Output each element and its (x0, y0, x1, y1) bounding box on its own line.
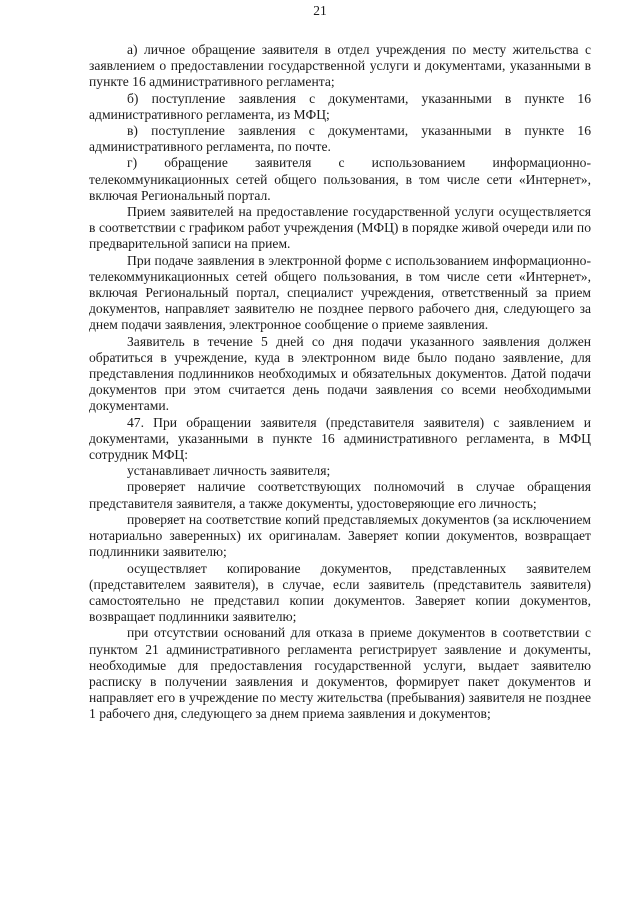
document-body (89, 42, 591, 723)
paragraph-registration: при отсутствии оснований для отказа в приеме документов в соответствии с пунктом 21 административного регламента регистрирует заявление и документы, необходимые для предоставления государственной услуги, выдает заявителю расписку в получении заявления и документов, формирует пакет документов и направляет его в учреждение по месту жительства (пребывания) заявителя не позднее 1 рабочего дня, следующего за днем приема заявления и документов; (89, 625, 591, 722)
paragraph-reception-schedule: Прием заявителей на предоставление государственной услуги осуществляется в соответствии с графиком работ учреждения (МФЦ) в порядке живой очереди или по предварительной записи на прием. (89, 204, 591, 252)
paragraph-item-v: в) поступление заявления с документами, указанными в пункте 16 административного регламента, по почте. (89, 123, 591, 155)
paragraph-identity-check: устанавливает личность заявителя; (127, 463, 331, 479)
paragraph-copies-check: проверяет на соответствие копий представляемых документов (за исключением нотариально заверенных) их оригиналам. Заверяет копии документов, возвращает подлинники заявителю; (89, 511, 591, 560)
paragraph-clause-47: 47. При обращении заявителя (представителя заявителя) с заявлением и документами, указанными в пункте 16 административного регламента, в МФЦ сотрудник МФЦ: (89, 414, 591, 463)
paragraph-copying-documents: осуществляет копирование документов, представленных заявителем (представителем заявителя), в случае, если заявитель (представитель заявителя) самостоятельно не представил копии документов. Заверяет копии документов, возвращает подлинники заявителю; (89, 560, 591, 625)
paragraph-electronic-submission: При подаче заявления в электронной форме с использованием информационно-телекоммуникационных сетей общего пользования, в том числе сети «Интернет», включая Региональный портал, специалист учреждения, ответственный за прием документов, направляет заявителю не позднее первого рабочего дня, следующего за днем подачи заявления, электронное сообщение о приеме заявления. (89, 252, 591, 333)
page-number: 21 (313, 3, 327, 18)
paragraph-item-g: г) обращение заявителя с использованием информационно-телекоммуникационных сетей общего пользования, в том числе сети «Интернет», включая Региональный портал. (89, 155, 591, 203)
paragraph-item-b: б) поступление заявления с документами, указанными в пункте 16 административного регламента, из МФЦ; (89, 90, 591, 122)
paragraph-original-documents: Заявитель в течение 5 дней со дня подачи указанного заявления должен обратиться в учреждение, куда в электронном виде было подано заявление, для представления подлинников необходимых и обязательных документов. Датой подачи документов при этом считается день подачи заявления со всеми необходимыми документами. (89, 333, 591, 414)
paragraph-item-a: а) личное обращение заявителя в отдел учреждения по месту жительства с заявлением о предоставлении государственной услуги и документами, указанными в пункте 16 административного регламента; (89, 42, 591, 90)
paragraph-authority-check: проверяет наличие соответствующих полномочий в случае обращения представителя заявителя, а также документы, удостоверяющие его личность; (89, 479, 591, 511)
